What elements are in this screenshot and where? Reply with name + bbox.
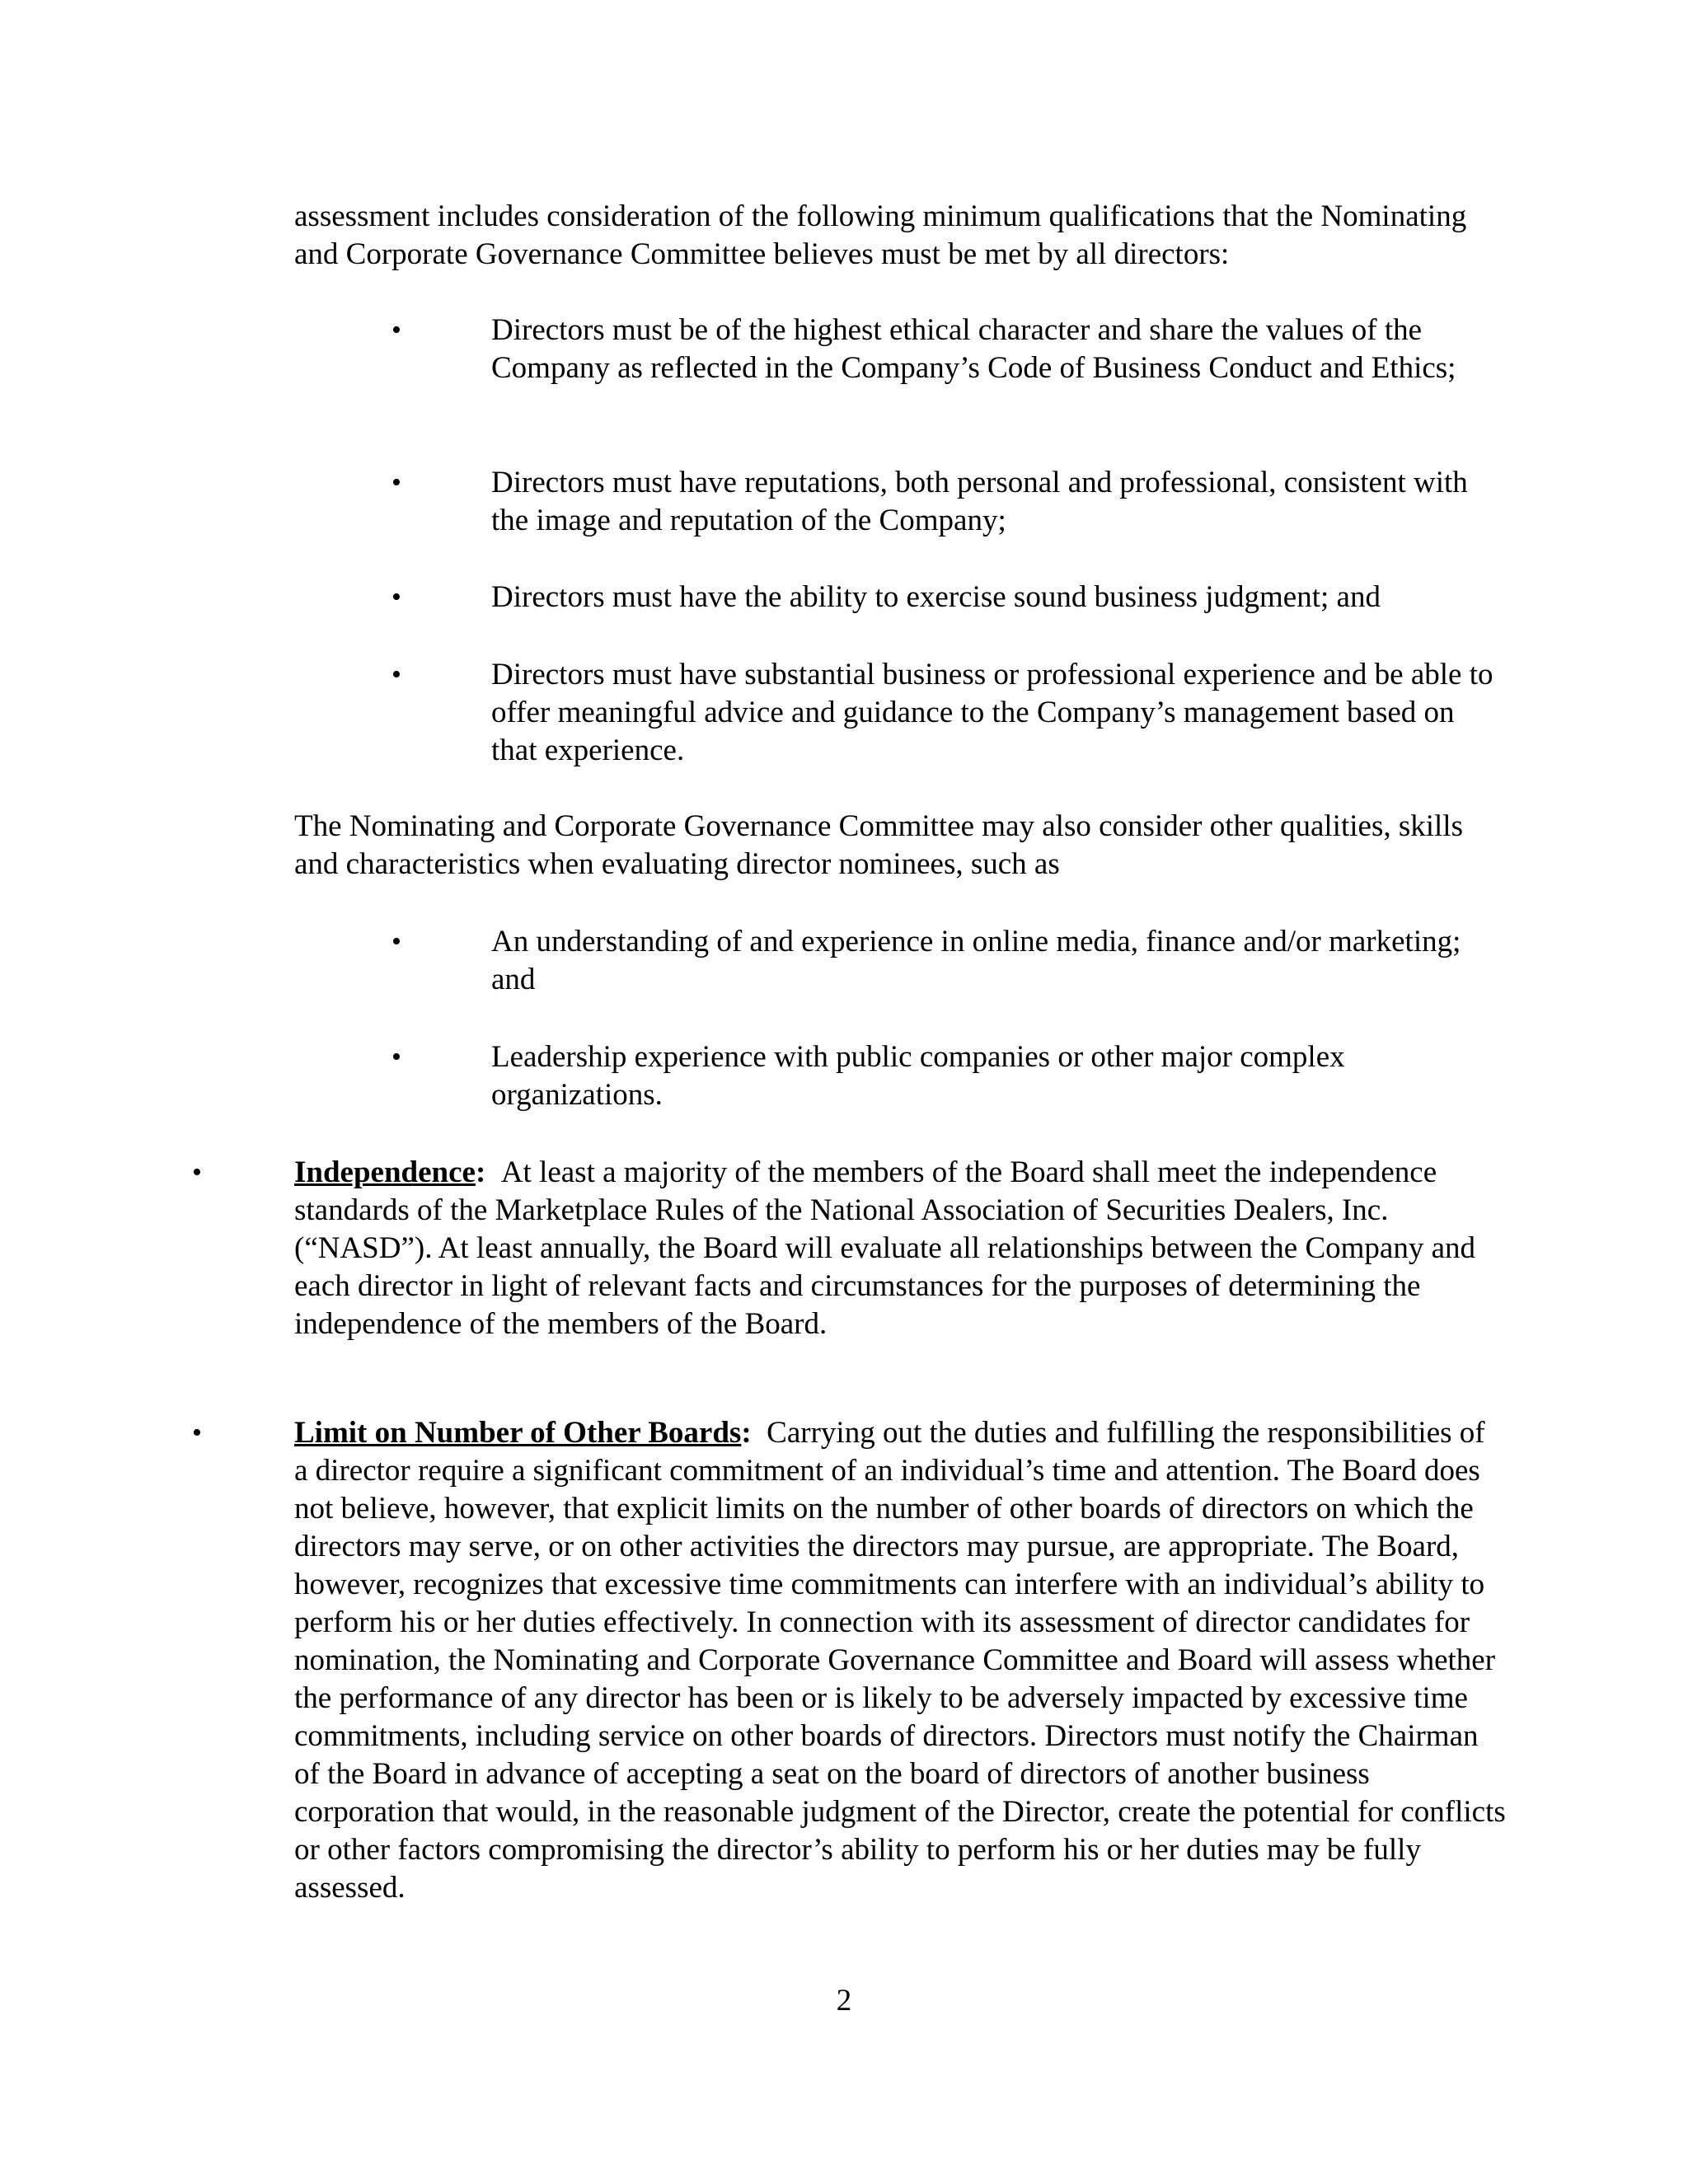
page-number: 2 — [836, 1984, 852, 2018]
qualification-item: Directors must be of the highest ethical character and share the values of the Company as reflected in the Company’s Code of Business Conduct and Ethics; — [491, 313, 1456, 385]
heading-colon: : — [741, 1416, 752, 1450]
section-heading: Independence — [294, 1155, 476, 1189]
bullet-icon: • — [392, 1042, 401, 1072]
qualification-item: Directors must have substantial business or professional experience and be able to offer meaningful advice and guidance to the Company’s management based on that experience. — [491, 658, 1493, 767]
independence-section — [294, 1154, 1506, 1343]
quality-item: An understanding of and experience in online media, finance and/or marketing; and — [491, 925, 1461, 996]
bullet-icon: • — [392, 467, 401, 498]
bullet-icon: • — [192, 1157, 202, 1188]
quality-item: Leadership experience with public companies or other major complex organizations. — [491, 1040, 1345, 1112]
section-heading: Limit on Number of Other Boards — [294, 1416, 742, 1450]
bullet-icon: • — [392, 315, 401, 345]
bullet-icon: • — [192, 1418, 202, 1448]
qualification-item: Directors must have the ability to exercise sound business judgment; and — [491, 580, 1381, 614]
qualification-item: Directors must have reputations, both personal and professional, consistent with the image and reputation of the Company; — [491, 466, 1468, 537]
intro-paragraph: assessment includes consideration of the following minimum qualifications that the Nominating and Corporate Governance Committee believes must be met by all directors: — [294, 199, 1467, 271]
bullet-icon: • — [392, 582, 401, 612]
other-boards-section — [294, 1414, 1506, 1907]
heading-colon: : — [475, 1155, 486, 1189]
section-body: Carrying out the duties and fulfilling the responsibilities of a director require a significant commitment of an individual’s time and attention. The Board does not believe, however, that explicit limits on the number of other boards of directors on which the directors may serve, or on other activities the directors may pursue, are appropriate. The Board, however, recognizes that excessive time commitments can interfere with an individual’s ability to perform his or her duties effectively. In connection with its assessment of director candidates for nomination, the Nominating and Corporate Governance Committee and Board will assess whether the performance of any director has been or is likely to be adversely impacted by excessive time commitments, including service on other boards of directors. Directors must notify the Chairman of the Board in advance of accepting a seat on the board of directors of another business corporation that would, in the reasonable judgment of the Director, create the potential for conflicts or other factors compromising the director’s ability to perform his or her duties may be fully assessed. — [294, 1416, 1506, 1905]
bullet-icon: • — [392, 659, 401, 690]
section-body: At least a majority of the members of the Board shall meet the independence standards of the Marketplace Rules of the National Association of Securities Dealers, Inc. (“NASD”). At least annually, the Board will evaluate all relationships between the Company and each director in light of relevant facts and circumstances for the purposes of determining the independence of the members of the Board. — [294, 1155, 1476, 1341]
bullet-icon: • — [392, 926, 401, 957]
other-qualities-paragraph: The Nominating and Corporate Governance Committee may also consider other qualities, skills and characteristics when evaluating director nominees, such as — [294, 809, 1463, 881]
